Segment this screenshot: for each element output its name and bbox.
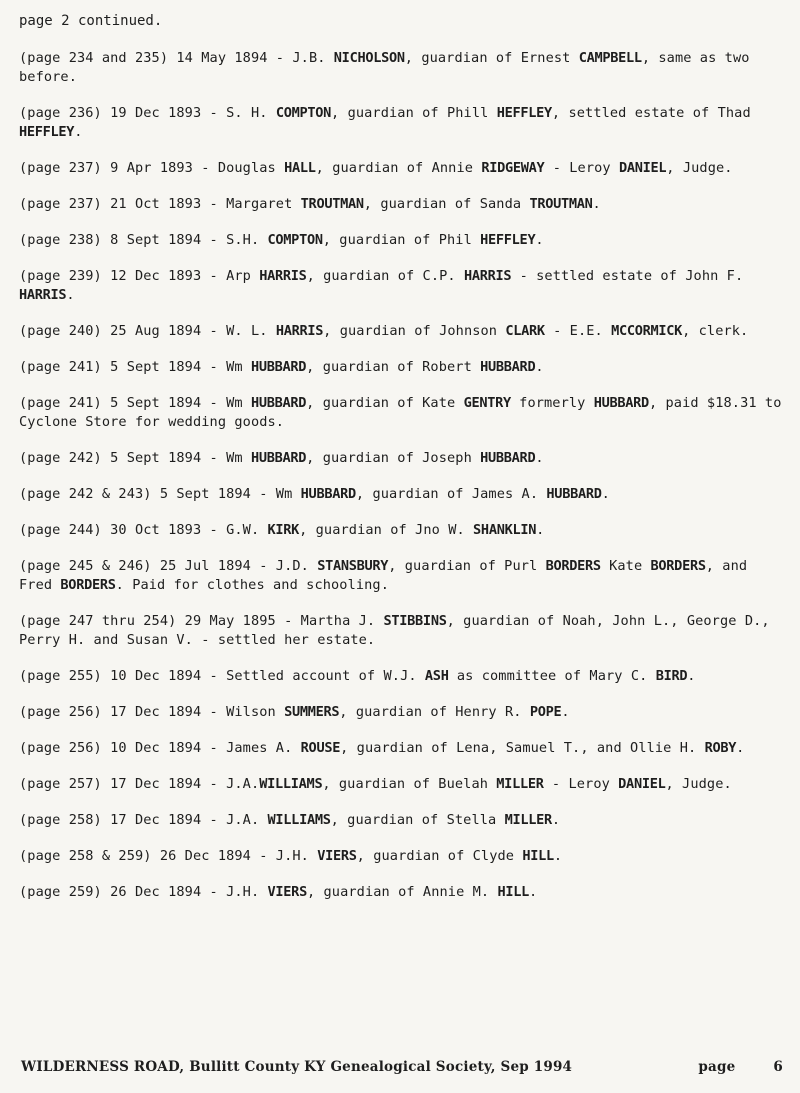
footer-page-label: page xyxy=(698,1059,736,1075)
guardian-entry: (page 245 & 246) 25 Jul 1894 - J.D. STANSBURY, guardian of Purl BORDERS Kate BORDERS, and Fred BORDERS. Paid for clothes and schooling. xyxy=(19,558,748,593)
guardian-entry: (page 255) 10 Dec 1894 - Settled account of W.J. ASH as committee of Mary C. BIRD. xyxy=(19,668,696,684)
footer-publication: WILDERNESS ROAD, Bullitt County KY Genealogical Society, Sep 1994 xyxy=(21,1059,573,1075)
guardian-entry: (page 236) 19 Dec 1893 - S. H. COMPTON, guardian of Phill HEFFLEY, settled estate of Thad HEFFLEY. xyxy=(19,105,751,140)
footer-page-number: 6 xyxy=(773,1059,783,1075)
guardian-entry: (page 239) 12 Dec 1893 - Arp HARRIS, guardian of C.P. HARRIS - settled estate of John F. HARRIS. xyxy=(19,268,744,303)
guardian-entry: (page 237) 9 Apr 1893 - Douglas HALL, guardian of Annie RIDGEWAY - Leroy DANIEL, Judge. xyxy=(19,160,733,176)
guardian-entry: (page 237) 21 Oct 1893 - Margaret TROUTMAN, guardian of Sanda TROUTMAN. xyxy=(19,196,601,212)
continued-heading: page 2 continued. xyxy=(19,13,163,29)
entry-list xyxy=(19,49,784,902)
guardian-entry: (page 257) 17 Dec 1894 - J.A.WILLIAMS, guardian of Buelah MILLER - Leroy DANIEL, Judge. xyxy=(19,776,732,792)
guardian-entry: (page 242 & 243) 5 Sept 1894 - Wm HUBBARD, guardian of James A. HUBBARD. xyxy=(19,486,610,502)
guardian-entry: (page 247 thru 254) 29 May 1895 - Martha J. STIBBINS, guardian of Noah, John L., George D., Perry H. and Susan V. - settled her estate. xyxy=(19,613,770,648)
guardian-entry: (page 258) 17 Dec 1894 - J.A. WILLIAMS, guardian of Stella MILLER. xyxy=(19,812,561,828)
guardian-entry: (page 242) 5 Sept 1894 - Wm HUBBARD, guardian of Joseph HUBBARD. xyxy=(19,450,544,466)
page-footer xyxy=(21,1059,783,1075)
guardian-entry: (page 241) 5 Sept 1894 - Wm HUBBARD, guardian of Robert HUBBARD. xyxy=(19,359,544,375)
guardian-entry: (page 256) 17 Dec 1894 - Wilson SUMMERS, guardian of Henry R. POPE. xyxy=(19,704,570,720)
guardian-entry: (page 256) 10 Dec 1894 - James A. ROUSE, guardian of Lena, Samuel T., and Ollie H. ROBY. xyxy=(19,740,745,756)
guardian-entry: (page 244) 30 Oct 1893 - G.W. KIRK, guardian of Jno W. SHANKLIN. xyxy=(19,522,545,538)
document-page xyxy=(19,11,784,919)
guardian-entry: (page 238) 8 Sept 1894 - S.H. COMPTON, guardian of Phil HEFFLEY. xyxy=(19,232,544,248)
guardian-entry: (page 240) 25 Aug 1894 - W. L. HARRIS, guardian of Johnson CLARK - E.E. MCCORMICK, clerk. xyxy=(19,323,749,339)
guardian-entry: (page 258 & 259) 26 Dec 1894 - J.H. VIERS, guardian of Clyde HILL. xyxy=(19,848,563,864)
footer-page xyxy=(698,1059,783,1075)
guardian-entry: (page 259) 26 Dec 1894 - J.H. VIERS, guardian of Annie M. HILL. xyxy=(19,884,538,900)
guardian-entry: (page 234 and 235) 14 May 1894 - J.B. NICHOLSON, guardian of Ernest CAMPBELL, same as two before. xyxy=(19,50,750,85)
guardian-entry: (page 241) 5 Sept 1894 - Wm HUBBARD, guardian of Kate GENTRY formerly HUBBARD, paid $18.31 to Cyclone Store for wedding goods. xyxy=(19,395,782,430)
